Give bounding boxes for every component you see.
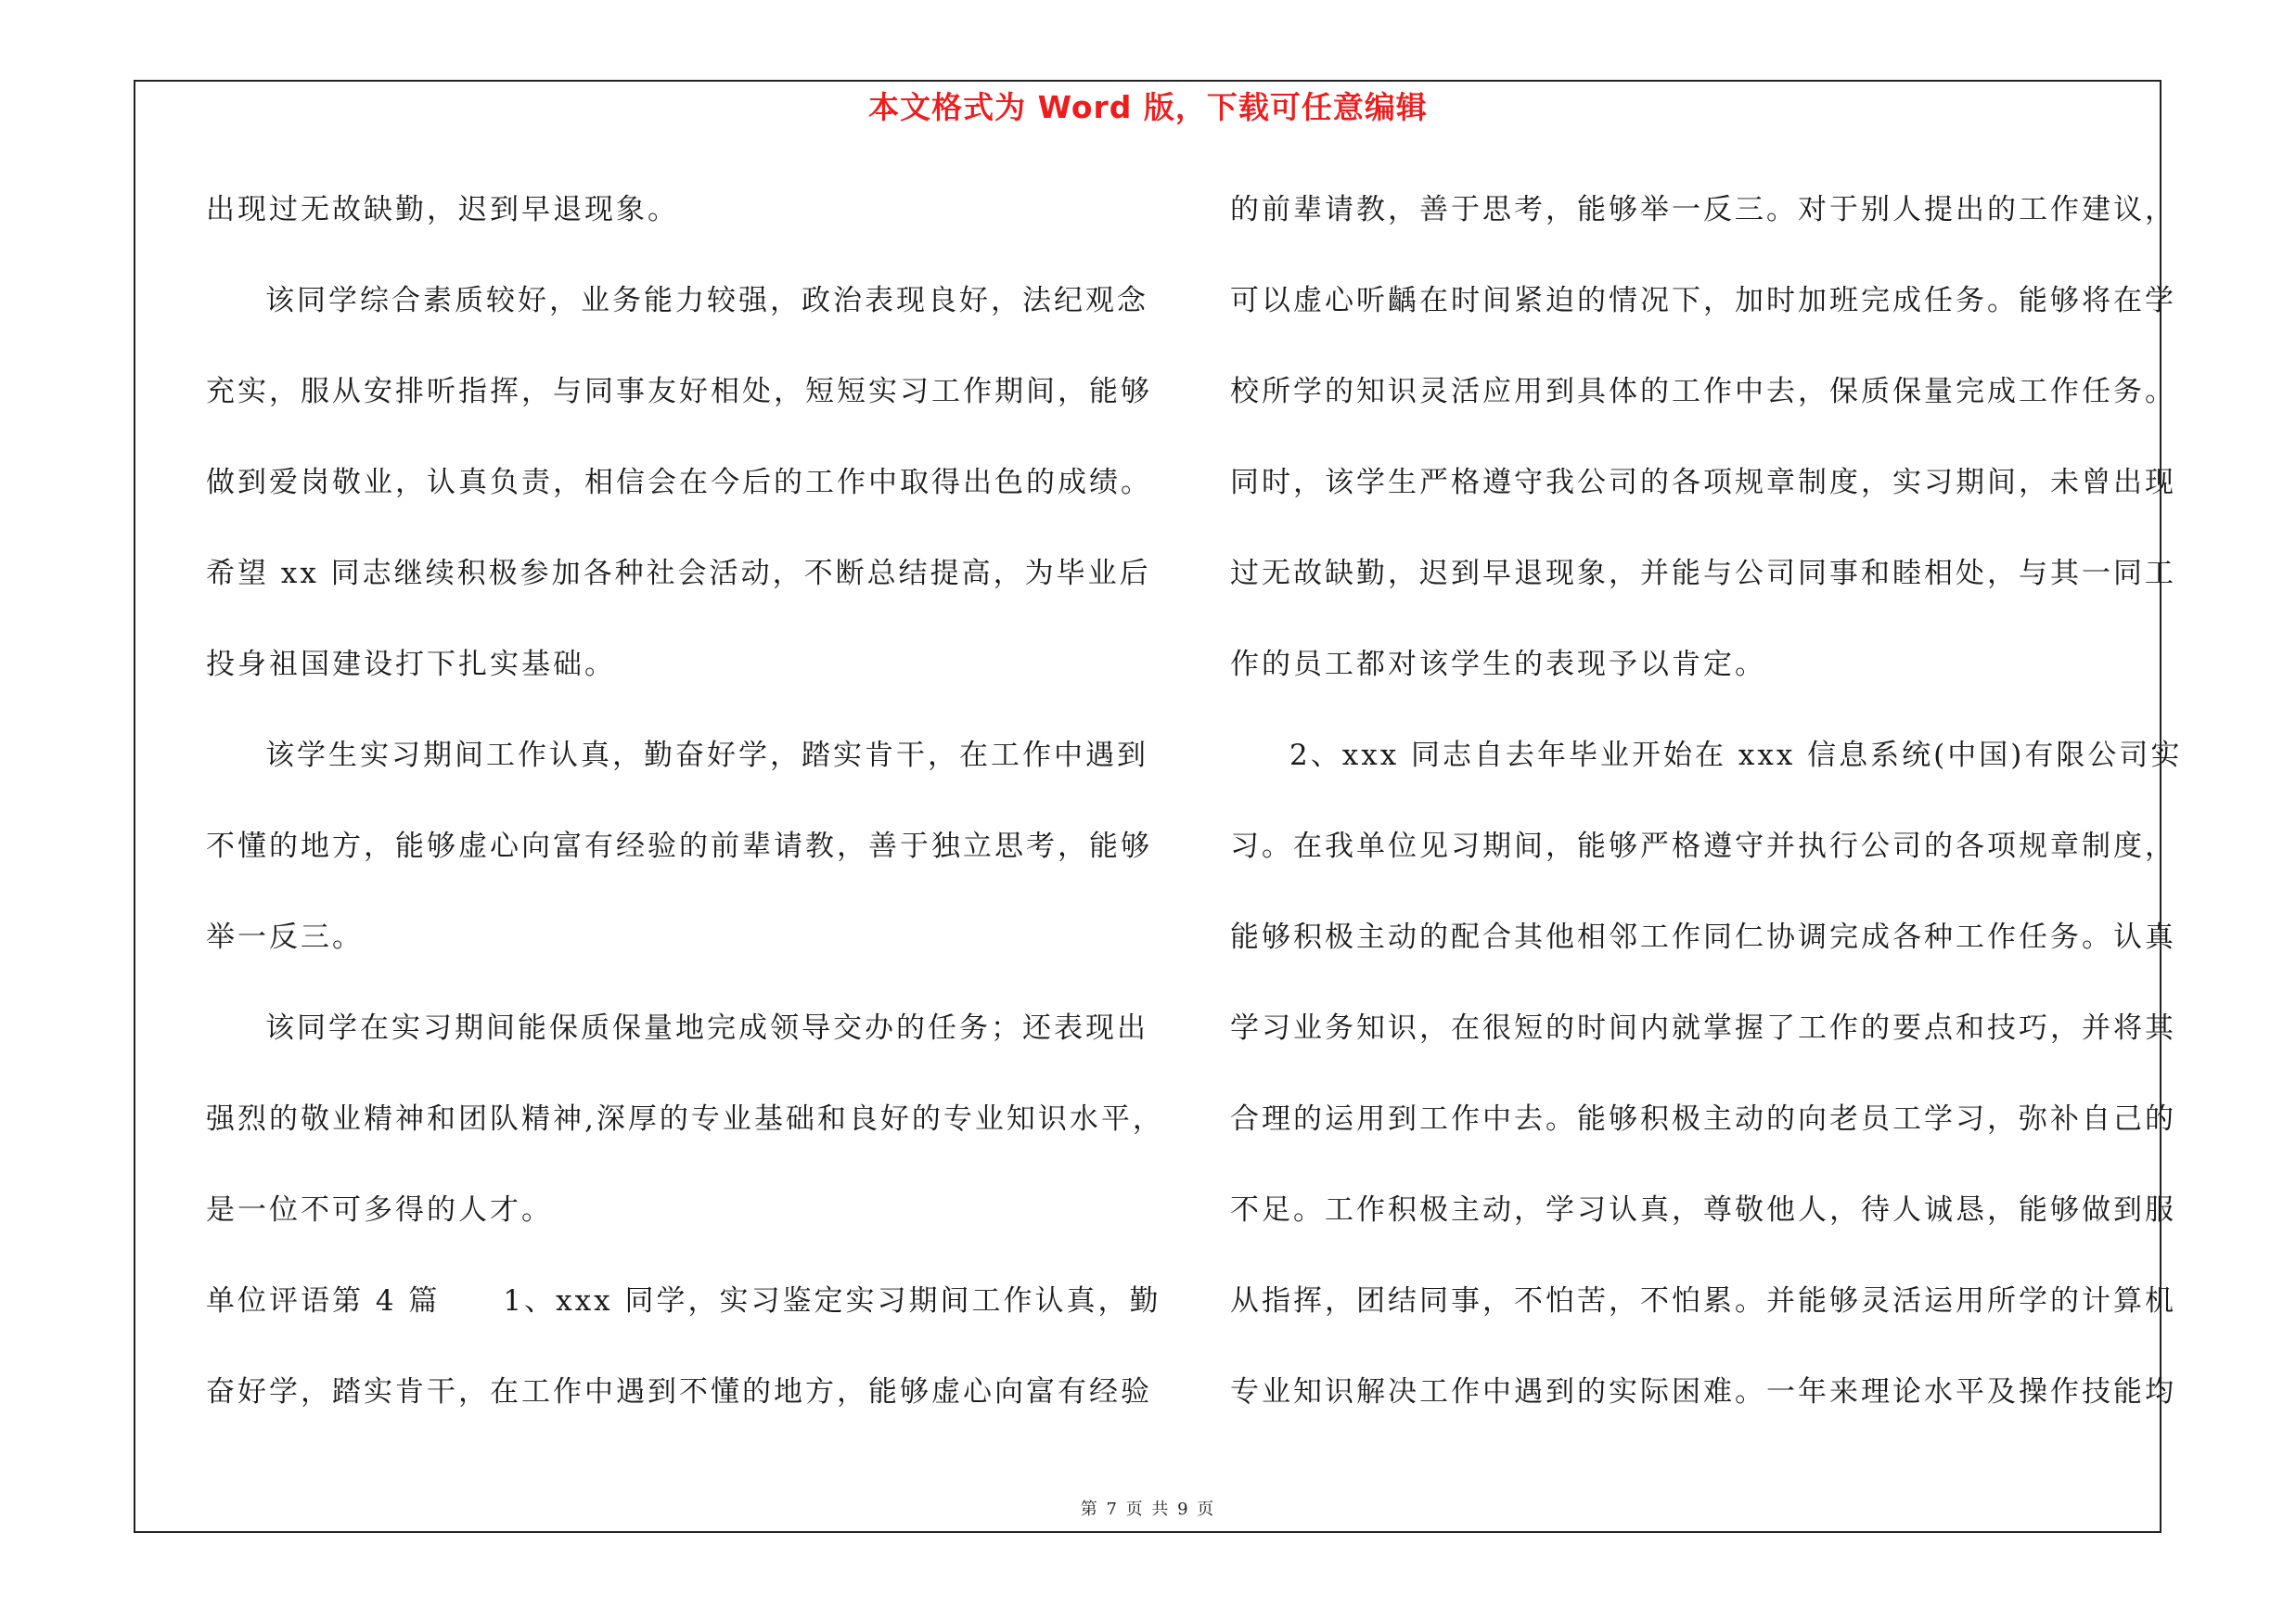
text-line: 单位评语第 4 篇 1、xxx 同学，实习鉴定实习期间工作认真，勤: [206, 1284, 1161, 1318]
text-line: 充实，服从安排听指挥，与同事友好相处，短短实习工作期间，能够: [206, 375, 1152, 408]
text-line: 强烈的敬业精神和团队精神,深厚的专业基础和良好的专业知识水平，: [206, 1102, 1164, 1136]
text-line: 习。在我单位见习期间，能够严格遵守并执行公司的各项规章制度，: [1230, 830, 2176, 863]
text-line: 作的员工都对该学生的表现予以肯定。: [1230, 648, 1766, 681]
text-line: 该同学综合素质较好，业务能力较强，政治表现良好，法纪观念: [265, 284, 1148, 317]
page-number-footer: 第 7 页 共 9 页: [1080, 1500, 1216, 1519]
text-line: 校所学的知识灵活应用到具体的工作中去，保质保量完成工作任务。: [1230, 375, 2176, 408]
text-line: 举一反三。: [206, 921, 364, 954]
text-line: 奋好学，踏实肯干，在工作中遇到不懂的地方，能够虚心向富有经验: [206, 1375, 1152, 1409]
text-line: 过无故缺勤，迟到早退现象，并能与公司同事和睦相处，与其一同工: [1230, 557, 2176, 590]
left-text-column: [206, 182, 1171, 1455]
text-line: 不懂的地方，能够虚心向富有经验的前辈请教，善于独立思考，能够: [206, 830, 1152, 863]
text-line: 投身祖国建设打下扎实基础。: [206, 648, 616, 681]
text-line: 从指挥，团结同事，不怕苦，不怕累。并能够灵活运用所学的计算机: [1230, 1284, 2176, 1318]
text-line: 能够积极主动的配合其他相邻工作同仁协调完成各种工作任务。认真: [1230, 921, 2176, 954]
text-line: 同时，该学生严格遵守我公司的各项规章制度，实习期间，未曾出现: [1230, 466, 2176, 499]
text-line: 学习业务知识，在很短的时间内就掌握了工作的要点和技巧，并将其: [1230, 1011, 2176, 1045]
text-line: 出现过无故缺勤，迟到早退现象。: [206, 193, 679, 226]
right-text-column: [1230, 182, 2183, 1455]
text-line: 是一位不可多得的人才。: [206, 1193, 553, 1227]
text-line: 不足。工作积极主动，学习认真，尊敬他人，待人诚恳，能够做到服: [1230, 1193, 2176, 1227]
text-line: 2、xxx 同志自去年毕业开始在 xxx 信息系统(中国)有限公司实: [1289, 739, 2183, 772]
text-line: 合理的运用到工作中去。能够积极主动的向老员工学习，弥补自己的: [1230, 1102, 2176, 1136]
text-line: 做到爱岗敬业，认真负责，相信会在今后的工作中取得出色的成绩。: [206, 466, 1152, 499]
text-line: 该学生实习期间工作认真，勤奋好学，踏实肯干，在工作中遇到: [265, 739, 1148, 772]
text-line: 可以虚心听齲在时间紧迫的情况下，加时加班完成任务。能够将在学: [1230, 284, 2176, 317]
editable-notice-banner: 本文格式为 Word 版，下载可任意编辑: [868, 89, 1428, 125]
text-line: 的前辈请教，善于思考，能够举一反三。对于别人提出的工作建议，: [1230, 193, 2176, 226]
text-line: 该同学在实习期间能保质保量地完成领导交办的任务；还表现出: [265, 1011, 1148, 1045]
text-line: 专业知识解决工作中遇到的实际困难。一年来理论水平及操作技能均: [1230, 1375, 2176, 1409]
text-line: 希望 xx 同志继续积极参加各种社会活动，不断总结提高，为毕业后: [206, 557, 1151, 590]
